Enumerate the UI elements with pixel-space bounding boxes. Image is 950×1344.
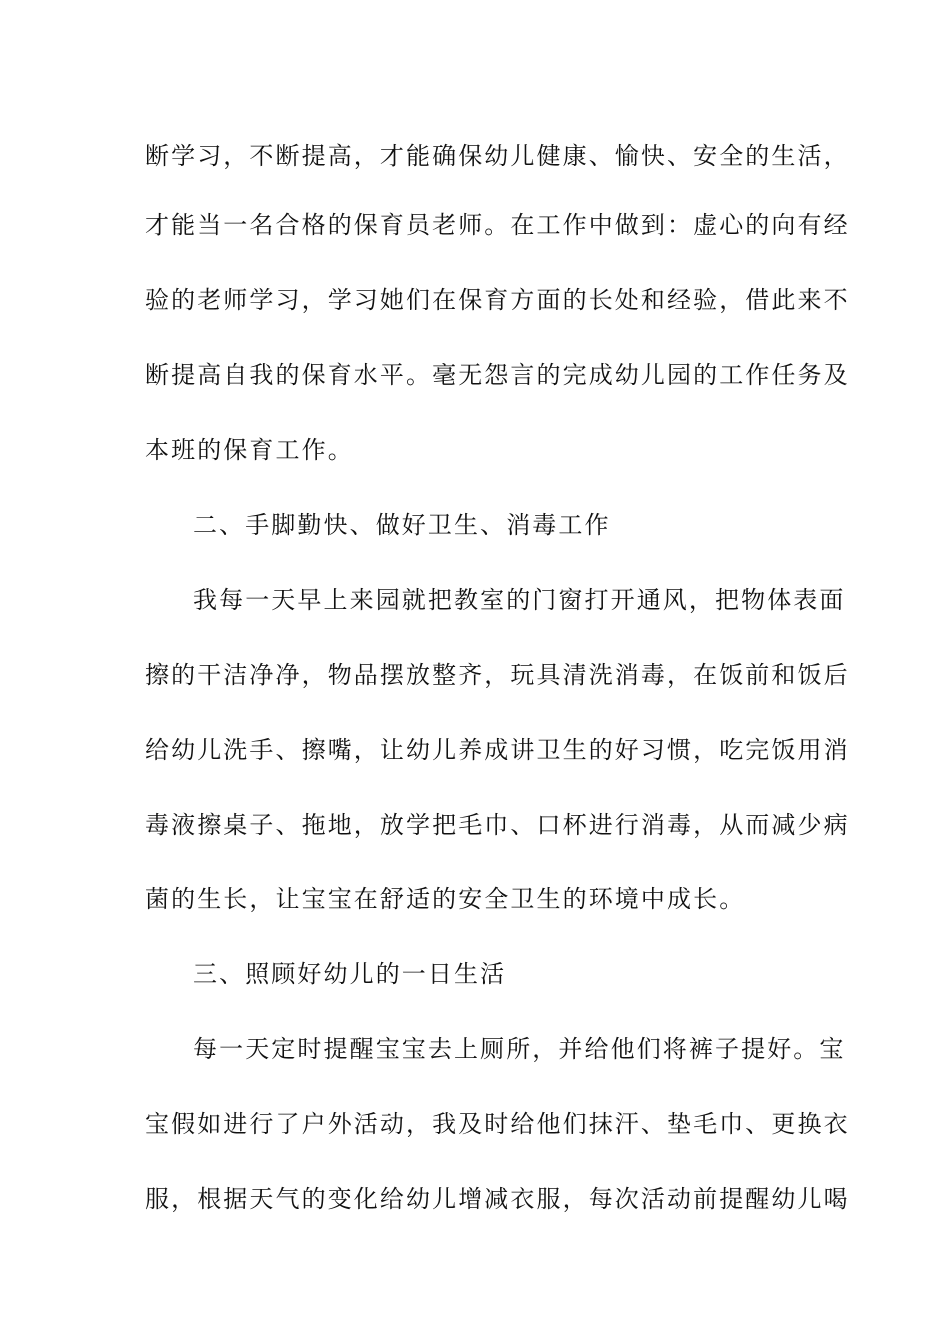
body-text-line: 服，根据天气的变化给幼儿增减衣服，每次活动前提醒幼儿喝 [145,1185,850,1213]
body-text-line: 验的老师学习，学习她们在保育方面的长处和经验，借此来不 [145,286,850,314]
section-heading: 三、照顾好幼儿的一日生活 [193,960,507,988]
body-text-line: 给幼儿洗手、擦嘴，让幼儿养成讲卫生的好习惯，吃完饭用消 [145,736,850,764]
body-text-line: 毒液擦桌子、拖地，放学把毛巾、口杯进行消毒，从而减少病 [145,811,850,839]
body-text-line: 才能当一名合格的保育员老师。在工作中做到：虚心的向有经 [145,211,850,239]
body-text-line: 每一天定时提醒宝宝去上厕所，并给他们将裤子提好。宝 [193,1035,846,1063]
body-text-line: 断学习，不断提高，才能确保幼儿健康、愉快、安全的生活， [145,142,850,170]
body-text-line: 我每一天早上来园就把教室的门窗打开通风，把物体表面 [193,586,846,614]
body-text-line: 本班的保育工作。 [145,436,354,464]
section-heading: 二、手脚勤快、做好卫生、消毒工作 [193,511,611,539]
body-text-line: 断提高自我的保育水平。毫无怨言的完成幼儿园的工作任务及 [145,361,850,389]
body-text-line: 擦的干洁净净，物品摆放整齐，玩具清洗消毒，在饭前和饭后 [145,661,850,689]
body-text-line: 宝假如进行了户外活动，我及时给他们抹汗、垫毛巾、更换衣 [145,1110,850,1138]
body-text-line: 菌的生长，让宝宝在舒适的安全卫生的环境中成长。 [145,885,746,913]
